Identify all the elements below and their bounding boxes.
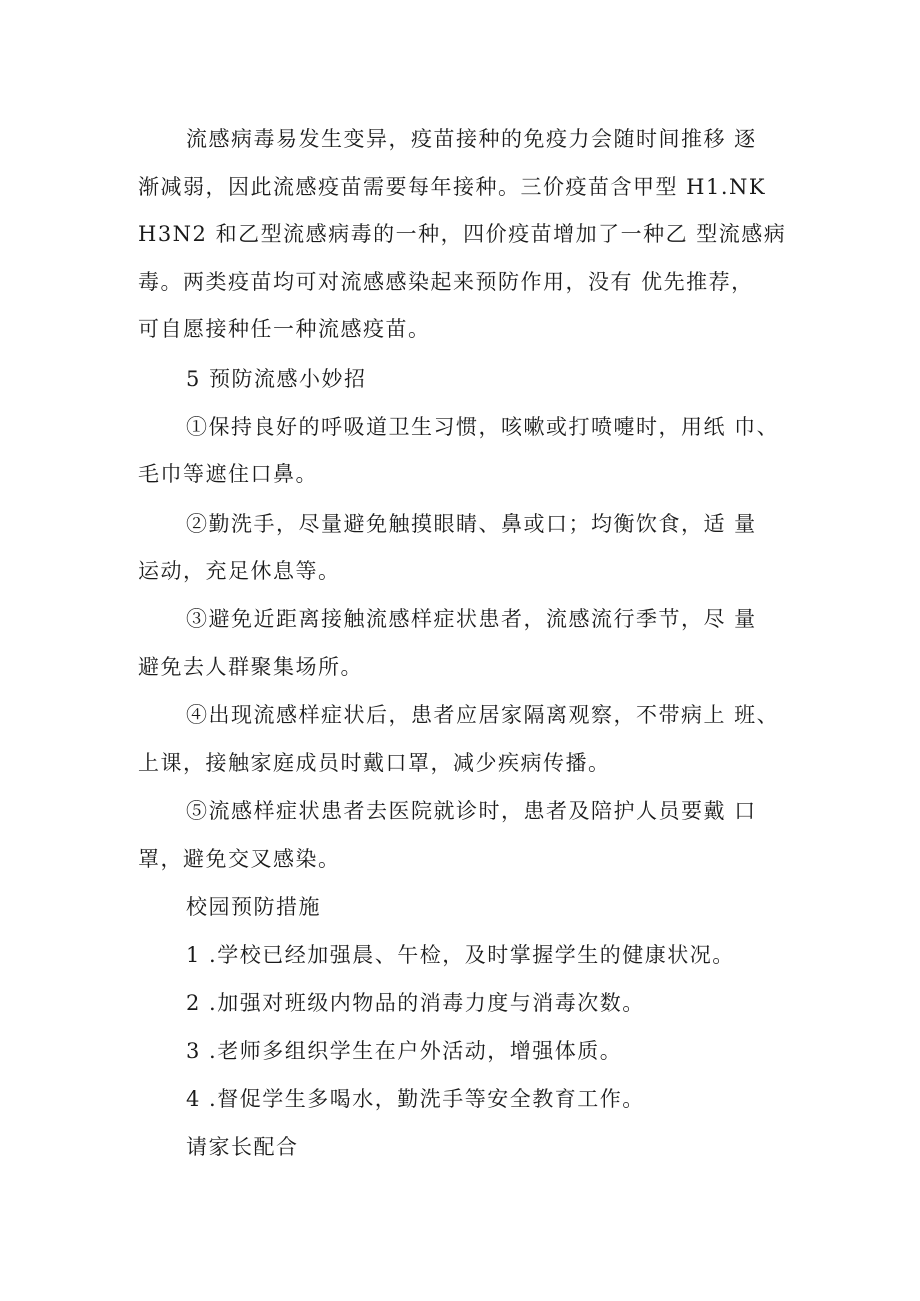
- tip-4-line-1: ④出现流感样症状后，患者应居家隔离观察，不带病上 班、: [186, 703, 780, 727]
- paragraph-line: 流感病毒易发生变异，疫苗接种的免疫力会随时间推移 逐: [186, 127, 757, 151]
- tip-5-line-2: 罩，避免交叉感染。: [138, 847, 341, 871]
- tip-1-line-1: ①保持良好的呼吸道卫生习惯，咳嗽或打喷嚏时，用纸 巾、: [186, 415, 780, 439]
- tip-1-line-2: 毛巾等遮住口鼻。: [138, 462, 318, 486]
- school-measure-item: 4 .督促学生多喝水，勤洗手等安全教育工作。: [186, 1087, 645, 1111]
- paragraph-line: 毒。两类疫苗均可对流感感染起来预防作用，没有 优先推荐，: [138, 270, 754, 294]
- tip-3-line-2: 避免去人群聚集场所。: [138, 655, 363, 679]
- section-heading-tips: 5 预防流感小妙招: [186, 367, 367, 391]
- tip-2-line-1: ②勤洗手，尽量避免触摸眼睛、鼻或口；均衡饮食，适 量: [186, 512, 757, 536]
- section-heading-parents: 请家长配合: [186, 1135, 299, 1159]
- paragraph-line: H3N2 和乙型流感病毒的一种，四价疫苗增加了一种乙 型流感病: [138, 222, 787, 246]
- school-measure-item: 1 .学校已经加强晨、午检，及时掌握学生的健康状况。: [186, 943, 735, 967]
- school-measure-item: 2 .加强对班级内物品的消毒力度与消毒次数。: [186, 991, 645, 1015]
- paragraph-line: 可自愿接种任一种流感疫苗。: [138, 317, 431, 341]
- tip-5-line-1: ⑤流感样症状患者去医院就诊时，患者及陪护人员要戴 口: [186, 799, 757, 823]
- paragraph-line: 渐减弱，因此流感疫苗需要每年接种。三价疫苗含甲型 H1.NK: [138, 175, 767, 199]
- tip-2-line-2: 运动，充足休息等。: [138, 559, 341, 583]
- section-heading-school: 校园预防措施: [186, 895, 321, 919]
- school-measure-item: 3 .老师多组织学生在户外活动，增强体质。: [186, 1039, 623, 1063]
- tip-3-line-1: ③避免近距离接触流感样症状患者，流感流行季节，尽 量: [186, 607, 757, 631]
- tip-4-line-2: 上课，接触家庭成员时戴口罩，减少疾病传播。: [138, 751, 611, 775]
